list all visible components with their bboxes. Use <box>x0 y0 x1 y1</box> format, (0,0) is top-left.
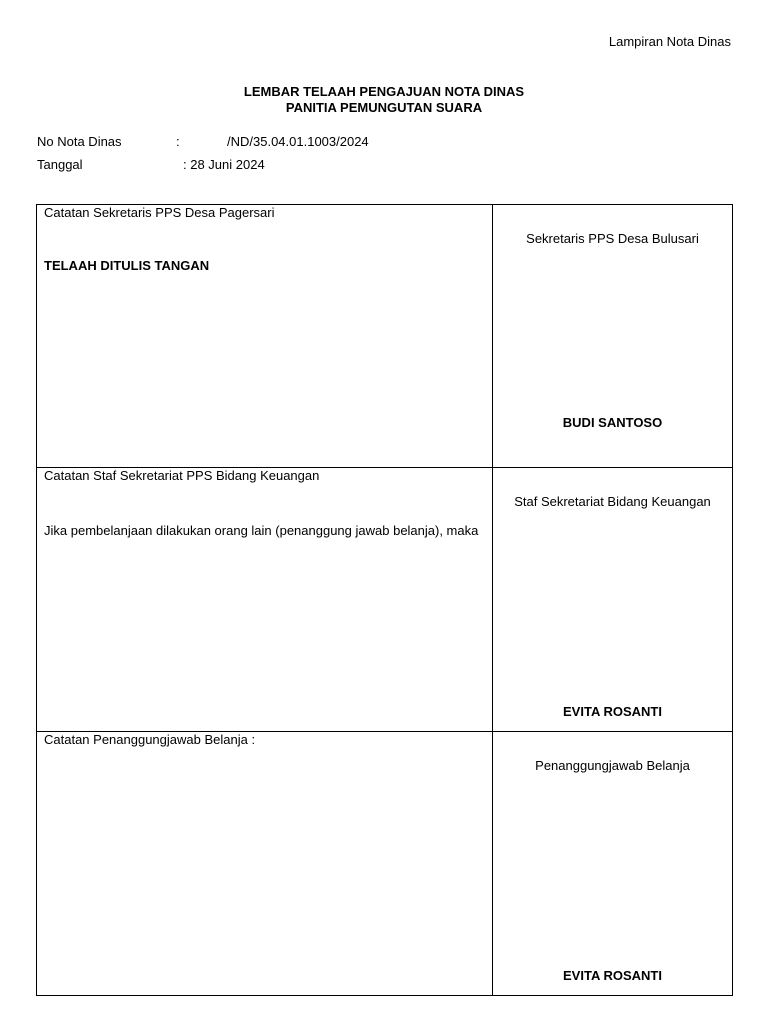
attachment-label: Lampiran Nota Dinas <box>608 34 731 49</box>
title-line-1: LEMBAR TELAAH PENGAJUAN NOTA DINAS <box>243 84 525 99</box>
note-cell <box>37 205 493 467</box>
nota-number-value: /ND/35.04.01.1003/2024 <box>227 134 369 149</box>
nota-number-colon: : <box>176 134 180 149</box>
note-cell <box>37 732 493 995</box>
signer-role: Sekretaris PPS Desa Bulusari <box>526 231 699 246</box>
note-text: Jika pembelanjaan dilakukan orang lain (penanggung jawab belanja), maka <box>44 523 479 538</box>
date-label: Tanggal <box>37 157 83 172</box>
signature-cell <box>493 468 732 731</box>
review-table <box>36 204 733 996</box>
note-label: Catatan Penanggungjawab Belanja : <box>44 732 256 747</box>
signer-name: EVITA ROSANTI <box>563 704 662 719</box>
nota-number-label: No Nota Dinas <box>37 134 122 149</box>
title-line-2: PANITIA PEMUNGUTAN SUARA <box>285 100 483 115</box>
document-title <box>0 84 768 116</box>
signature-cell <box>493 732 732 995</box>
review-section-spending-officer <box>37 732 732 995</box>
review-section-secretary <box>37 205 732 468</box>
signer-role: Staf Sekretariat Bidang Keuangan <box>514 494 711 509</box>
date-value: : 28 Juni 2024 <box>183 157 265 172</box>
signer-role: Penanggungjawab Belanja <box>535 758 690 773</box>
signer-name: EVITA ROSANTI <box>563 968 662 983</box>
signer-name: BUDI SANTOSO <box>562 415 663 430</box>
signature-cell <box>493 205 732 467</box>
note-cell <box>37 468 493 731</box>
note-label: Catatan Staf Sekretariat PPS Bidang Keuangan <box>44 468 320 483</box>
note-text: TELAAH DITULIS TANGAN <box>44 258 210 273</box>
note-label: Catatan Sekretaris PPS Desa Pagersari <box>44 205 275 220</box>
review-section-finance-staff <box>37 468 732 732</box>
